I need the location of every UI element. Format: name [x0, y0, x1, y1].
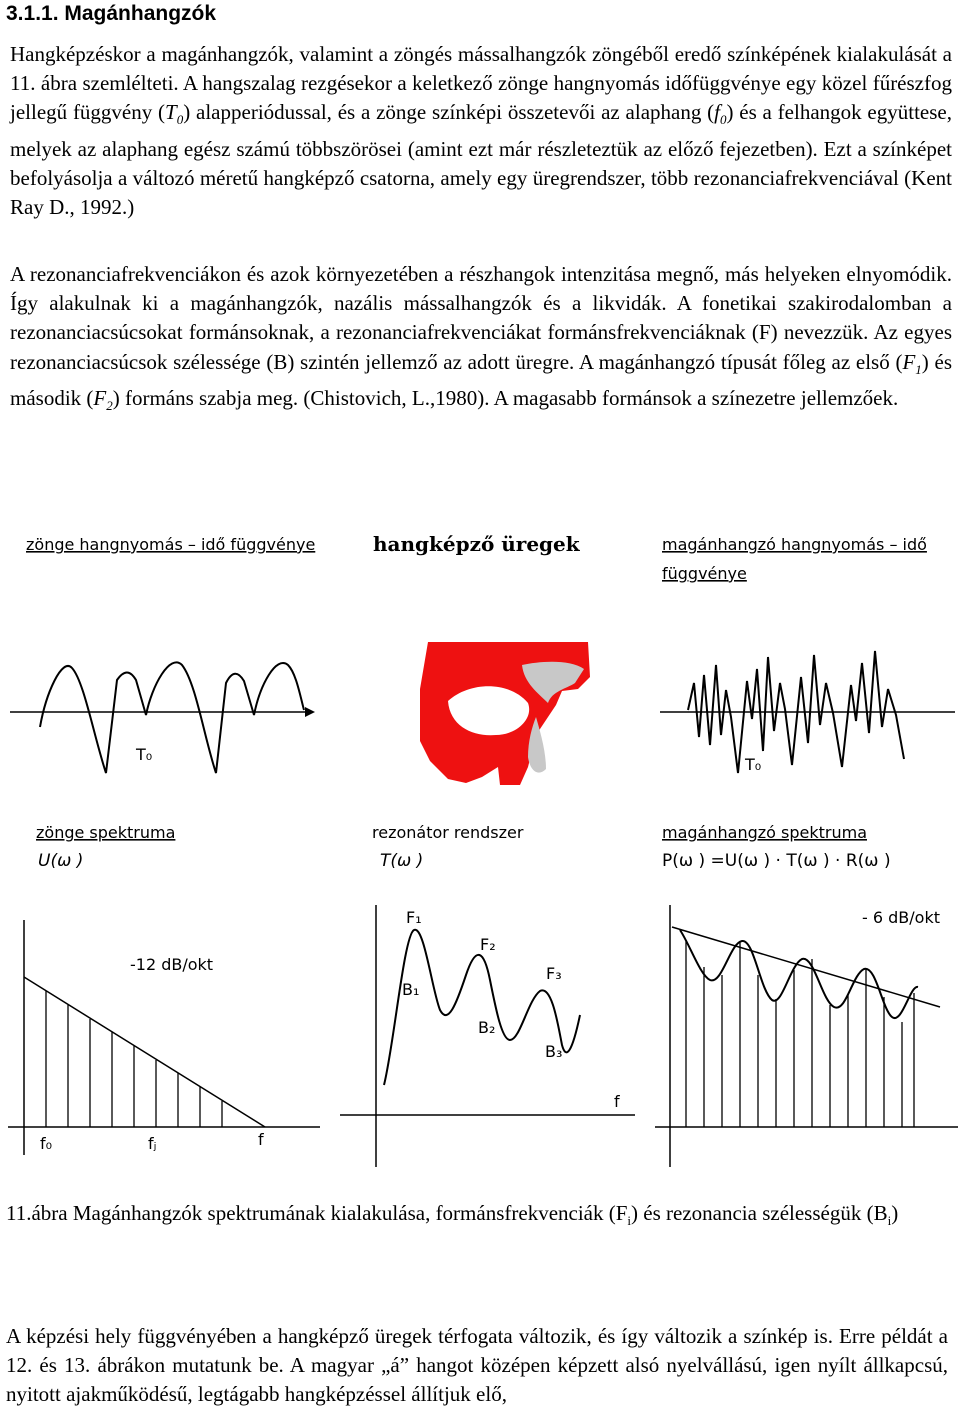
- f-label-left: f: [258, 1130, 264, 1149]
- B2-label: B₂: [478, 1018, 496, 1037]
- glottal-spectrum-plot: [8, 920, 320, 1155]
- text-run: Hangképzéskor a magánhangzók, valamint a zöngés mássalhangzók zöngéből eredő színképének kialakulását a 11. ábra szemlélteti. A hangszalag rezgésekor a keletkező zönge hangnyomás időfüggvénye egy közel fűrészfog jellegű függvény (: [10, 42, 952, 125]
- F3-label: F₃: [546, 964, 562, 983]
- harmonic-lines: [46, 991, 222, 1127]
- text-run: 11.ábra Magánhangzók spektrumának kialakulása, formánsfrekvenciák (F: [6, 1201, 628, 1225]
- math-T0: $T_0$: [165, 100, 184, 128]
- glottal-waveform-plot: [10, 662, 315, 773]
- B1-label: B₁: [402, 980, 420, 999]
- text-run: ) és a felhangok együttese, melyek az alaphang egész számú többszörösei (amint ezt már részleteztük az előző fejezetben). Ezt a színképet befolyásolja a változó méretű hangképző csatorna, amely egy üregrendszer, több rezonanciafrekvenciával (Kent Ray D., 1992.): [10, 100, 952, 220]
- period-label-left: T₀: [136, 745, 153, 764]
- paragraph-formants: [6, 260, 952, 420]
- formula-T: T(ω ): [380, 851, 424, 871]
- figure-11: [0, 505, 960, 1175]
- slope-label-left: -12 dB/okt: [130, 955, 214, 974]
- f-label-center: f: [614, 1092, 620, 1111]
- arrowhead-icon: [305, 707, 315, 717]
- title-glottal-waveform: zönge hangnyomás – idő függvénye: [26, 535, 316, 554]
- resonator-plot: [340, 905, 635, 1167]
- text-run: ) és második (: [10, 349, 952, 410]
- B3-label: B₃: [545, 1042, 563, 1061]
- vowel-spectrum-plot: [655, 905, 958, 1167]
- F2-label: F₂: [480, 935, 496, 954]
- F1-label: F₁: [406, 908, 422, 927]
- label-vowel-spectrum: magánhangzó spektruma: [662, 823, 867, 842]
- label-glottal-spectrum: zönge spektruma: [36, 823, 176, 842]
- title-vowel-waveform-2: függvénye: [662, 564, 747, 583]
- fj-label: fⱼ: [148, 1134, 157, 1153]
- figure-caption: [6, 1199, 946, 1235]
- subscript: i: [627, 1213, 632, 1229]
- math-f0: $f_0$: [714, 100, 727, 128]
- glottal-wave: [40, 662, 304, 773]
- text-run: ): [891, 1201, 899, 1225]
- slope-label-right: - 6 dB/okt: [862, 908, 940, 927]
- spectrum-envelope: [680, 930, 918, 1018]
- harmonic-lines: [686, 940, 914, 1127]
- f0-label: f₀: [40, 1134, 53, 1153]
- title-vowel-waveform-1: magánhangzó hangnyomás – idő: [662, 535, 927, 554]
- math-F2: $F_2$: [93, 386, 113, 414]
- section-heading: 3.1.1. Magánhangzók: [6, 2, 217, 25]
- text-run: ) formáns szabja meg. (Chistovich, L.,1980). A magasabb formánsok a színezetre jellemzőek.: [112, 386, 899, 410]
- slope-line-6db: [672, 927, 940, 1007]
- paragraph-production-place: A képzési hely függvényében a hangképző üregek térfogata változik, és így változik a színkép is. Erre példát a 12. és 13. ábrákon mutatunk be. A magyar „á” hangot középen képzett alsó nyelvállású, igen nyílt állkapcsú, nyitott ajakműködésű, legtágabb hangképzéssel állítjuk elő,: [6, 1324, 948, 1407]
- paragraph-intro: [6, 40, 952, 222]
- label-resonator-system: rezonátor rendszer: [372, 823, 524, 842]
- vocal-tract-image: [418, 642, 590, 785]
- subscript: i: [887, 1213, 892, 1229]
- text-run: A rezonanciafrekvenciákon és azok környezetében a részhangok intenzitása megnő, más helyeken elnyomódik. Így alakulnak ki a magánhangzók, nazális mássalhangzók és a likvidák. A fonetikai szakirodalomban a rezonanciacsúcsokat formánsoknak, a rezonanciafrekvenciákat formánsfrekvenciáknak (F) nevezzük. Az egyes rezonanciacsúcsok szélessége (B) szintén jellemző az adott üregre. A magánhangzó típusát főleg az első (: [10, 262, 952, 374]
- vowel-waveform-plot: [660, 651, 955, 774]
- math-F1: $F_1$: [902, 349, 922, 377]
- text-run: ) és rezonancia szélességük (B: [631, 1201, 888, 1225]
- title-vocal-tract: hangképző üregek: [373, 532, 580, 556]
- slope-line-12db: [24, 977, 265, 1127]
- period-label-right: T₀: [745, 755, 762, 774]
- formula-U: U(ω ): [38, 851, 84, 871]
- text-run: ) alapperiódussal, és a zönge színképi összetevői az alaphang (: [183, 100, 715, 125]
- formula-P: P(ω ) =U(ω ) · T(ω ) · R(ω ): [662, 851, 891, 871]
